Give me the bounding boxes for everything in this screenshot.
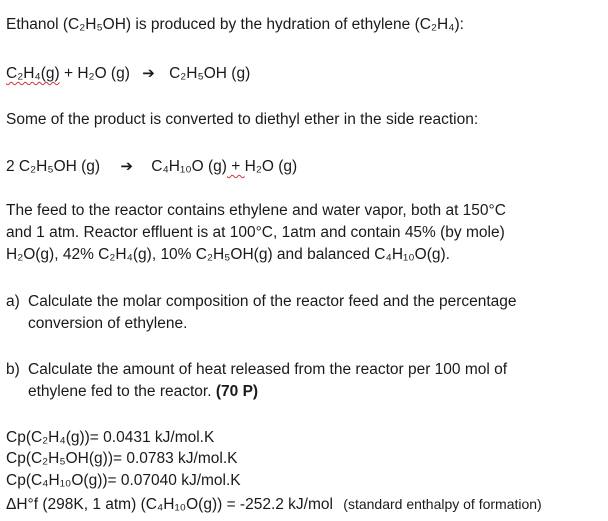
question-b-line-1: Calculate the amount of heat released from the reactor per 100 mol of <box>28 361 508 378</box>
reaction-2-ether: C₄H₁₀O (g) <box>151 158 227 175</box>
question-a-line-2: conversion of ethylene. <box>28 315 188 332</box>
cp-ether: Cp(C₄H₁₀O(g))= 0.07040 kJ/mol.K <box>6 472 241 489</box>
reaction-1 <box>6 63 250 84</box>
question-b-line-2 <box>28 382 258 402</box>
reaction-2-reactant: 2 C₂H₅OH (g) <box>6 158 101 175</box>
question-b-marker: b) <box>6 361 20 378</box>
reaction-2 <box>6 156 297 177</box>
side-reaction-text: Some of the product is converted to diethyl ether in the side reaction: <box>6 111 479 128</box>
points-label: (70 P) <box>215 383 259 400</box>
enthalpy-line <box>6 494 542 515</box>
question-a-line-1: Calculate the molar composition of the reactor feed and the percentage <box>28 293 517 310</box>
enthalpy-value: ΔH°f (298K, 1 atm) (C₄H₁₀O(g)) = -252.2 kJ/mol <box>6 496 333 513</box>
reaction-arrow-icon: ➔ <box>120 157 133 175</box>
question-b-text: ethylene fed to the reactor. <box>28 383 212 400</box>
cp-ethanol: Cp(C₂H₅OH(g))= 0.0783 kJ/mol.K <box>6 450 238 467</box>
reaction-arrow-icon: ➔ <box>142 64 155 82</box>
feed-line-3: H₂O(g), 42% C₂H₄(g), 10% C₂H₅OH(g) and balanced C₄H₁₀O(g). <box>6 246 450 263</box>
reaction-2-water: H₂O (g) <box>244 158 298 175</box>
reaction-1-ethylene: C₂H₄(g) <box>6 65 60 82</box>
feed-line-1: The feed to the reactor contains ethylene and water vapor, both at 150°C <box>6 202 506 219</box>
intro-text: Ethanol (C₂H₅OH) is produced by the hydration of ethylene (C₂H₄): <box>6 16 464 33</box>
reaction-1-product: C₂H₅OH (g) <box>169 65 251 82</box>
enthalpy-note: (standard enthalpy of formation) <box>343 496 542 512</box>
cp-ethylene: Cp(C₂H₄(g))= 0.0431 kJ/mol.K <box>6 429 215 446</box>
reaction-2-plus: + <box>226 158 245 175</box>
question-a-marker: a) <box>6 293 20 310</box>
feed-line-2: and 1 atm. Reactor effluent is at 100°C, 1atm and contain 45% (by mole) <box>6 224 505 241</box>
reaction-1-water: + H₂O (g) <box>59 65 130 82</box>
